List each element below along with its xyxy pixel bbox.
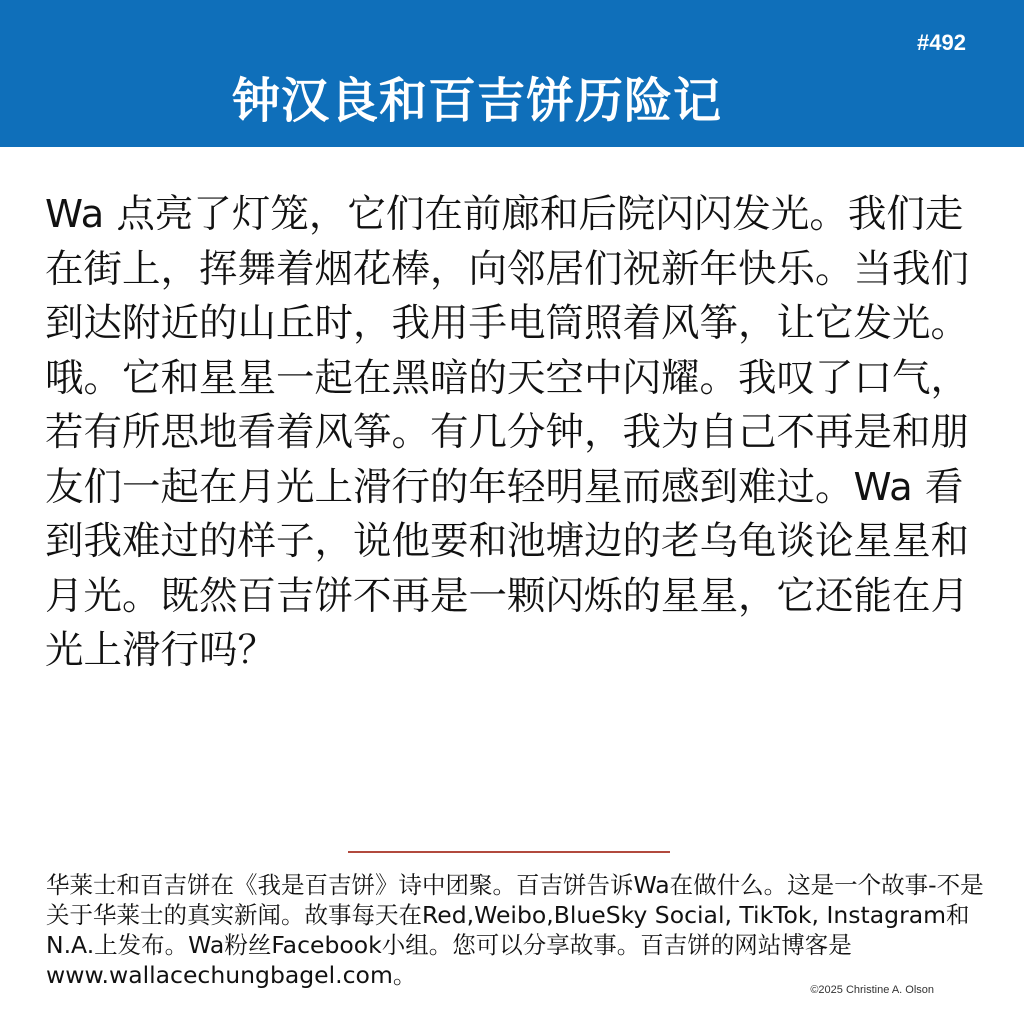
- episode-number: #492: [917, 30, 966, 55]
- divider-line: [348, 851, 670, 853]
- header-banner: [0, 0, 1024, 147]
- copyright-notice: ©2025 Christine A. Olson: [810, 984, 934, 996]
- page-title: 钟汉良和百吉饼历险记: [231, 73, 722, 129]
- footer-note: 华莱士和百吉饼在《我是百吉饼》诗中团聚。百吉饼告诉Wa在做什么。这是一个故事-不是关于华莱士的真实新闻。故事每天在Red,Weibo,BlueSky Social, TikTok, Instagram和N.A.上发布。Wa粉丝Facebook小组。您可以分享故事。百吉饼的网站博客是www.wallacechungbagel.com。: [46, 871, 984, 989]
- story-text: Wa 点亮了灯笼，它们在前廊和后院闪闪发光。我们走在街上，挥舞着烟花棒，向邻居们祝新年快乐。当我们到达附近的山丘时，我用手电筒照着风筝，让它发光。哦。它和星星一起在黑暗的天空中闪耀。我叹了口气，若有所思地看着风筝。有几分钟，我为自己不再是和朋友们一起在月光上滑行的年轻明星而感到难过。Wa 看到我难过的样子，说他要和池塘边的老乌龟谈论星星和月光。既然百吉饼不再是一颗闪烁的星星，它还能在月光上滑行吗？: [45, 192, 970, 673]
